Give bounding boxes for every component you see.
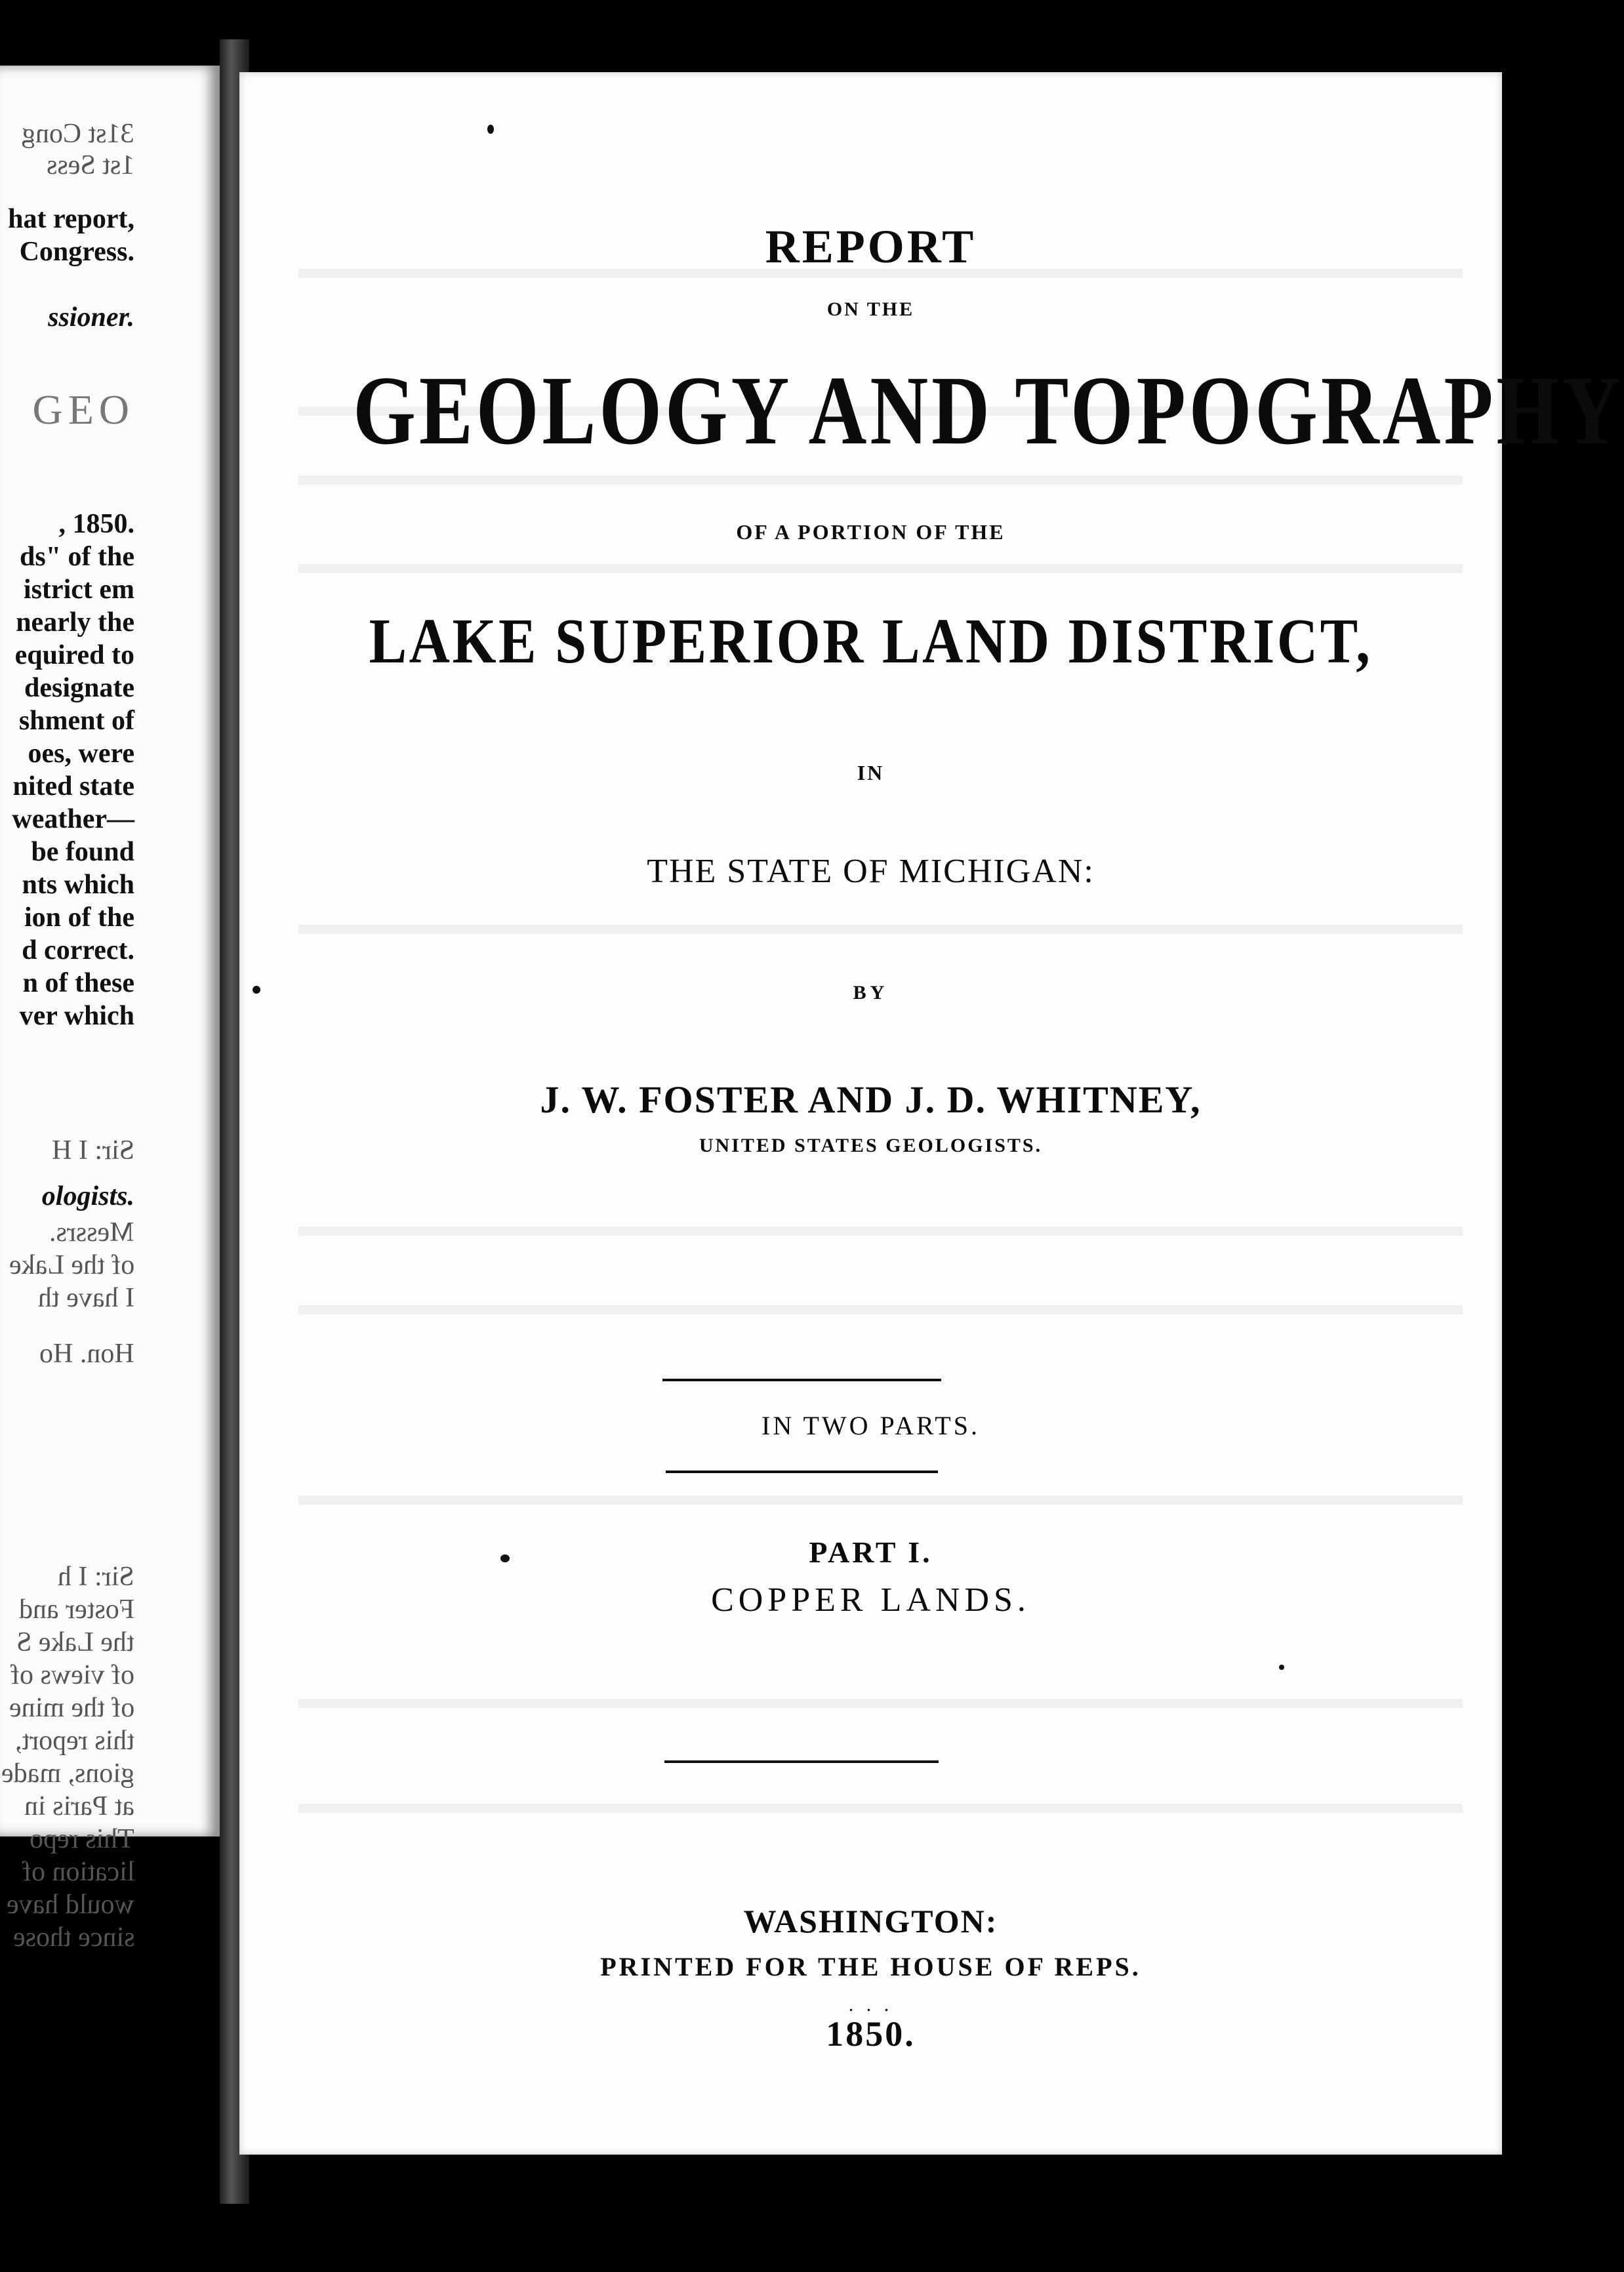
facing-page-line: shment of — [18, 706, 134, 736]
part-line: PART I. — [809, 1535, 933, 1569]
facing-page-line: of the Lake — [9, 1250, 134, 1280]
divider-rule — [666, 1471, 938, 1473]
bleed-through-text — [298, 1227, 1463, 1236]
report-heading: REPORT — [765, 220, 977, 273]
facing-page-line: equired to — [14, 640, 134, 670]
divider-rule — [662, 1379, 941, 1381]
subtitle-line: COPPER LANDS. — [711, 1581, 1030, 1619]
facing-page-line: lication of — [22, 1857, 134, 1887]
facing-page-line: nited state — [12, 771, 134, 801]
facing-page-line: weather— — [12, 804, 134, 834]
main-title: GEOLOGY AND TOPOGRAPHY — [353, 356, 1624, 465]
facing-page-line: ologists. — [41, 1181, 134, 1211]
facing-page-line: GEO — [32, 386, 134, 433]
facing-page-line: I have th — [38, 1283, 134, 1313]
facing-page-line: Foster and — [18, 1594, 134, 1625]
facing-page-line: gions, made — [1, 1758, 134, 1789]
on-the-line: ON THE — [826, 298, 915, 320]
facing-page-line: Hon. Ho — [39, 1339, 134, 1369]
facing-page-line: Sir: I H — [52, 1135, 134, 1166]
facing-page-line: would have — [7, 1890, 134, 1920]
facing-page-line: nts which — [22, 870, 134, 900]
facing-page-line: ver which — [19, 1001, 134, 1031]
facing-page-line: ds" of the — [20, 542, 134, 572]
facing-page-line: nearly the — [16, 607, 134, 638]
bleed-through-text — [298, 1804, 1463, 1813]
bleed-through-text — [298, 564, 1463, 573]
facing-page-line: designate — [24, 673, 134, 703]
bleed-through-text — [298, 925, 1463, 934]
divider-rule — [664, 1760, 939, 1763]
facing-page-line: istrict em — [23, 575, 134, 605]
district-title: LAKE SUPERIOR LAND DISTRICT, — [369, 606, 1373, 677]
facing-page-line: the Lake S — [16, 1627, 134, 1657]
bleed-through-text — [298, 1495, 1463, 1505]
ink-speck — [253, 986, 260, 994]
facing-page-line: 1st Sess — [46, 150, 134, 180]
authors-title-line: UNITED STATES GEOLOGISTS. — [699, 1135, 1043, 1156]
facing-page-line: hat report, — [8, 204, 134, 234]
imprint-printer: PRINTED FOR THE HOUSE OF REPS. — [600, 1952, 1141, 1981]
facing-page-line: at Paris in — [24, 1791, 134, 1821]
two-parts-line: IN TWO PARTS. — [761, 1411, 980, 1440]
in-line: IN — [857, 761, 885, 784]
authors-line: J. W. FOSTER AND J. D. WHITNEY, — [540, 1078, 1202, 1121]
by-line: BY — [853, 982, 889, 1004]
facing-page-line: since those — [12, 1922, 134, 1953]
facing-page-line: Congress. — [19, 237, 134, 267]
facing-page-line: this report, — [15, 1726, 134, 1756]
title-page — [239, 72, 1624, 2155]
facing-page-line: of the mine — [9, 1693, 134, 1723]
facing-page-line: oes, were — [28, 739, 134, 769]
facing-page-line: 31st Cong — [22, 119, 134, 149]
facing-page-line: , 1850. — [58, 509, 134, 539]
bleed-through-text — [298, 476, 1463, 485]
bleed-through-text — [298, 1305, 1463, 1314]
imprint-city: WASHINGTON: — [743, 1903, 998, 1939]
portion-line: OF A PORTION OF THE — [736, 520, 1005, 544]
ink-speck — [500, 1554, 510, 1562]
facing-page — [0, 66, 220, 1953]
imprint-year: 1850. — [826, 2014, 916, 2054]
facing-page-line: Messrs. — [49, 1217, 134, 1248]
bleed-through-text — [298, 1699, 1463, 1708]
imprint-dots: . . . — [848, 1994, 893, 2016]
facing-page-line: This repo — [30, 1824, 134, 1854]
ink-speck — [487, 125, 494, 134]
facing-page-line: ssioner. — [48, 302, 134, 333]
facing-page-line: d correct. — [22, 935, 134, 965]
facing-page-line: ion of the — [24, 903, 134, 933]
ink-speck — [1279, 1665, 1284, 1670]
facing-page-line: n of these — [22, 968, 134, 998]
state-line: THE STATE OF MICHIGAN: — [647, 853, 1095, 890]
facing-page-line: be found — [31, 837, 134, 867]
facing-page-line: Sir: I h — [58, 1562, 134, 1592]
facing-page-line: of views of — [10, 1660, 134, 1690]
